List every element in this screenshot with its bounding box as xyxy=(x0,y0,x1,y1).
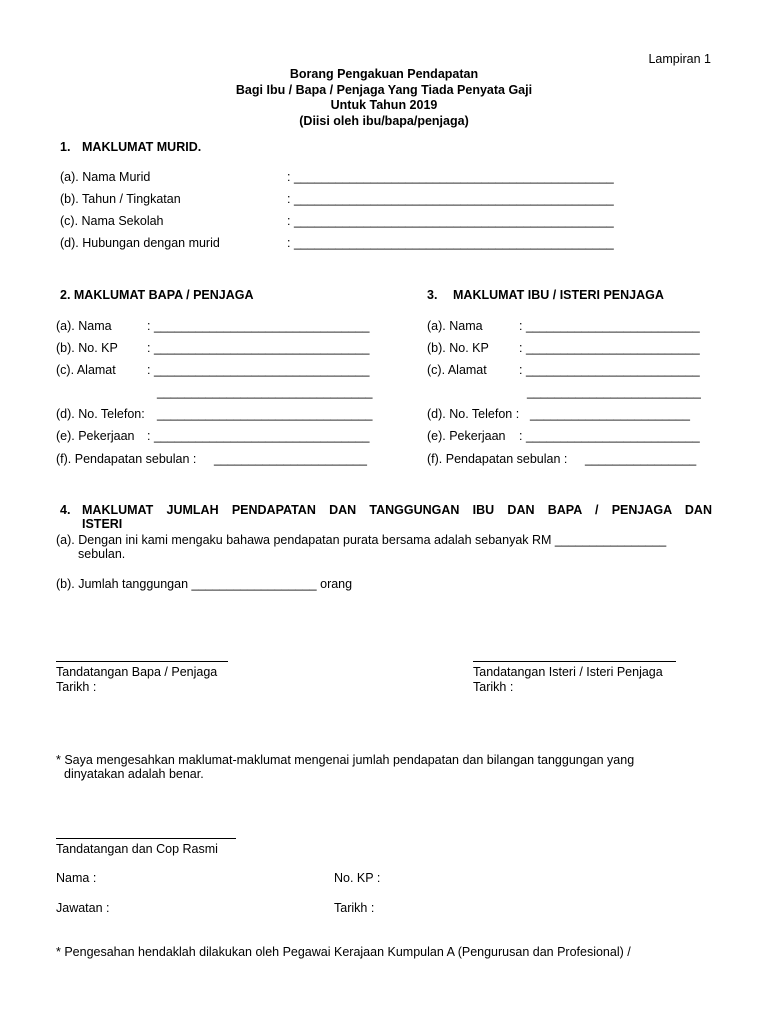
section3-label-nama: (a). Nama xyxy=(427,319,483,333)
isteri-signature-label: Tandatangan Isteri / Isteri Penjaga xyxy=(473,665,663,679)
official-signature-label: Tandatangan dan Cop Rasmi xyxy=(56,842,218,856)
attachment-label: Lampiran 1 xyxy=(648,52,711,66)
section2-label-nama: (a). Nama xyxy=(56,319,112,333)
section4-heading-cont: ISTERI xyxy=(82,517,123,531)
section1-label-hubungan: (d). Hubungan dengan murid xyxy=(60,236,220,250)
section3-field-pendapatan[interactable]: ________________ xyxy=(585,452,697,466)
section2-field-alamat[interactable]: : _______________________________ xyxy=(147,363,370,377)
section4-item-b[interactable]: (b). Jumlah tanggungan __________________ orang xyxy=(56,577,353,591)
official-tarikh-label: Tarikh : xyxy=(334,901,375,915)
section2-label-pekerjaan: (e). Pekerjaan xyxy=(56,429,135,443)
section3-label-alamat: (c). Alamat xyxy=(427,363,487,377)
section2-field-pekerjaan[interactable]: : _______________________________ xyxy=(147,429,370,443)
section2-label-alamat: (c). Alamat xyxy=(56,363,116,377)
official-jawatan-label: Jawatan : xyxy=(56,901,110,915)
section2-field-pendapatan[interactable]: ______________________ xyxy=(214,452,367,466)
section3-field-pekerjaan[interactable]: : _________________________ xyxy=(519,429,700,443)
form-subtitle: Bagi Ibu / Bapa / Penjaga Yang Tiada Penyata Gaji xyxy=(235,82,533,97)
section2-field-nama[interactable]: : _______________________________ xyxy=(147,319,370,333)
section3-field-nama[interactable]: : _________________________ xyxy=(519,319,700,333)
section3-field-alamat-2[interactable]: _________________________ xyxy=(527,385,701,399)
footnote-text: * Pengesahan hendaklah dilakukan oleh Pegawai Kerajaan Kumpulan A (Pengurusan dan Profesional) / xyxy=(56,945,631,959)
section2-field-telefon[interactable]: _______________________________ xyxy=(157,407,373,421)
section4-item-a[interactable]: (a). Dengan ini kami mengaku bahawa pendapatan purata bersama adalah sebanyak RM ________________ xyxy=(56,533,667,547)
form-year: Untuk Tahun 2019 xyxy=(330,98,438,112)
section1-number: 1. xyxy=(60,140,71,154)
section1-heading: MAKLUMAT MURID. xyxy=(82,140,202,154)
bapa-signature-label: Tandatangan Bapa / Penjaga xyxy=(56,665,218,679)
section3-label-pekerjaan: (e). Pekerjaan xyxy=(427,429,506,443)
form-title: Borang Pengakuan Pendapatan xyxy=(289,67,479,81)
section3-field-alamat[interactable]: : _________________________ xyxy=(519,363,700,377)
section1-field-sekolah[interactable]: : ______________________________________________ xyxy=(287,214,614,228)
section3-field-nokp[interactable]: : _________________________ xyxy=(519,341,700,355)
section4-item-a-cont: sebulan. xyxy=(78,547,126,561)
section2-label-nokp: (b). No. KP xyxy=(56,341,118,355)
section2-label-pendapatan: (f). Pendapatan sebulan : xyxy=(56,452,197,466)
section3-label-nokp: (b). No. KP xyxy=(427,341,489,355)
form-instruction: (Diisi oleh ibu/bapa/penjaga) xyxy=(299,113,469,128)
section2-field-nokp[interactable]: : _______________________________ xyxy=(147,341,370,355)
bapa-signature-line[interactable] xyxy=(56,661,228,662)
section2-field-alamat-2[interactable]: _______________________________ xyxy=(157,385,373,399)
section2-label-telefon: (d). No. Telefon: xyxy=(56,407,145,421)
section1-field-nama-murid[interactable]: : ______________________________________________ xyxy=(287,170,614,184)
section1-label-nama-murid: (a). Nama Murid xyxy=(60,170,151,184)
section4-number: 4. xyxy=(60,503,71,517)
isteri-signature-line[interactable] xyxy=(473,661,676,662)
isteri-date-label: Tarikh : xyxy=(473,680,514,694)
official-signature-line[interactable] xyxy=(56,838,236,839)
section1-label-sekolah: (c). Nama Sekolah xyxy=(60,214,164,228)
section2-heading: 2. MAKLUMAT BAPA / PENJAGA xyxy=(60,288,254,302)
section3-heading: MAKLUMAT IBU / ISTERI PENJAGA xyxy=(453,288,664,302)
declaration-text-cont: dinyatakan adalah benar. xyxy=(64,767,204,781)
official-nokp-label: No. KP : xyxy=(334,871,381,885)
section1-label-tahun: (b). Tahun / Tingkatan xyxy=(60,192,181,206)
section1-field-hubungan[interactable]: : ______________________________________________ xyxy=(287,236,614,250)
bapa-date-label: Tarikh : xyxy=(56,680,97,694)
declaration-text: * Saya mengesahkan maklumat-maklumat mengenai jumlah pendapatan dan bilangan tanggungan yang xyxy=(56,753,635,767)
section1-field-tahun[interactable]: : ______________________________________________ xyxy=(287,192,614,206)
section3-label-telefon: (d). No. Telefon : xyxy=(427,407,520,421)
section4-heading: MAKLUMAT JUMLAH PENDAPATAN DAN TANGGUNGAN IBU DAN BAPA / PENJAGA DAN xyxy=(82,503,712,517)
section3-label-pendapatan: (f). Pendapatan sebulan : xyxy=(427,452,568,466)
form-title-block xyxy=(0,67,768,129)
section3-field-telefon[interactable]: _______________________ xyxy=(530,407,690,421)
section3-number: 3. xyxy=(427,288,438,302)
official-nama-label: Nama : xyxy=(56,871,97,885)
